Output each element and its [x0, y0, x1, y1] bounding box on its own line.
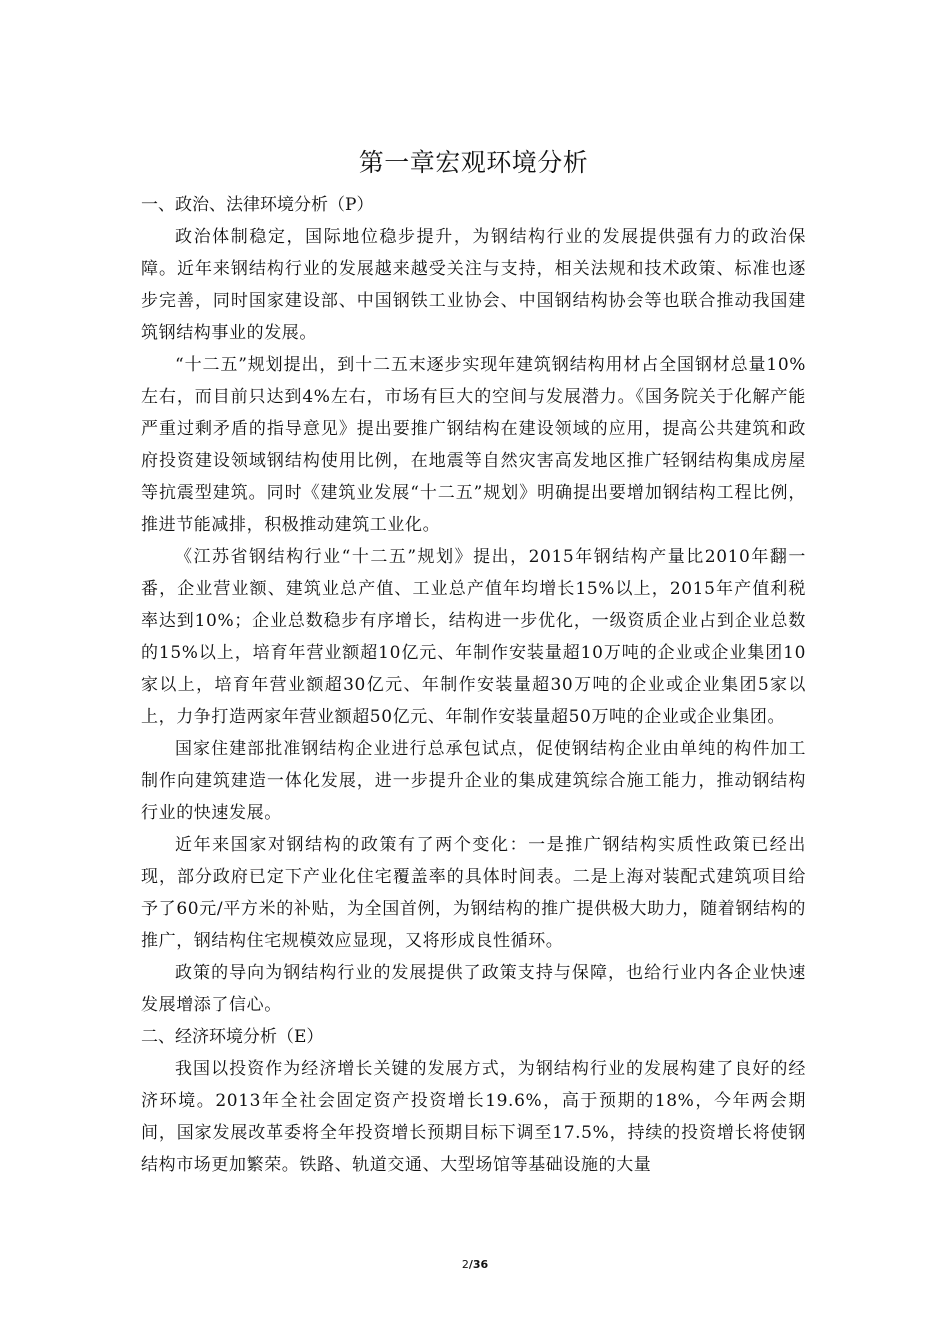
document-body: [141, 142, 806, 1181]
paragraph: 政策的导向为钢结构行业的发展提供了政策支持与保障，也给行业内各企业快速发展增添了信心。: [141, 963, 806, 1015]
paragraph: “十二五”规划提出，到十二五末逐步实现年建筑钢结构用材占全国钢材总量10%左右，而目前只达到4%左右，市场有巨大的空间与发展潜力。《国务院关于化解产能严重过剩矛盾的指导意见》提出要推广钢结构在建设领域的应用，提高公共建筑和政府投资建设领域钢结构使用比例，在地震等自然灾害高发地区推广轻钢结构集成房屋等抗震型建筑。同时《建筑业发展“十二五”规划》明确提出要增加钢结构工程比例，推进节能减排，积极推动建筑工业化。: [141, 355, 806, 535]
page-number-current: 2: [461, 1258, 469, 1271]
section-heading: 二、经济环境分析（E）: [141, 1027, 324, 1047]
paragraph: 《江苏省钢结构行业“十二五”规划》提出，2015年钢结构产量比2010年翻一番，企业营业额、建筑业总产值、工业总产值年均增长15%以上，2015年产值利税率达到10%；企业总数稳步有序增长，结构进一步优化，一级资质企业占到企业总数的15%以上，培育年营业额超10亿元、年制作安装量超10万吨的企业或企业集团10家以上，培育年营业额超30亿元、年制作安装量超30万吨的企业或企业集团5家以上，力争打造两家年营业额超50亿元、年制作安装量超50万吨的企业或企业集团。: [141, 547, 806, 727]
paragraph: 近年来国家对钢结构的政策有了两个变化：一是推广钢结构实质性政策已经出现，部分政府已定下产业化住宅覆盖率的具体时间表。二是上海对装配式建筑项目给予了60元/平方米的补贴，为全国首例，为钢结构的推广提供极大助力，随着钢结构的推广，钢结构住宅规模效应显现，又将形成良性循环。: [141, 835, 806, 951]
paragraph: 国家住建部批准钢结构企业进行总承包试点，促使钢结构企业由单纯的构件加工制作向建筑建造一体化发展，进一步提升企业的集成建筑综合施工能力，推动钢结构行业的快速发展。: [141, 739, 806, 823]
section-heading: 一、政治、法律环境分析（P）: [141, 195, 374, 215]
page-number: [0, 1258, 950, 1271]
page-number-total: /36: [468, 1258, 489, 1271]
chapter-title: 第一章宏观环境分析: [358, 148, 589, 177]
paragraph: 我国以投资作为经济增长关键的发展方式，为钢结构行业的发展构建了良好的经济环境。2013年全社会固定资产投资增长19.6%，高于预期的18%，今年两会期间，国家发展改革委将全年投资增长预期目标下调至17.5%，持续的投资增长将使钢结构市场更加繁荣。铁路、轨道交通、大型场馆等基础设施的大量: [141, 1059, 806, 1175]
paragraph: 政治体制稳定，国际地位稳步提升，为钢结构行业的发展提供强有力的政治保障。近年来钢结构行业的发展越来越受关注与支持，相关法规和技术政策、标准也逐步完善，同时国家建设部、中国钢铁工业协会、中国钢结构协会等也联合推动我国建筑钢结构事业的发展。: [141, 227, 806, 343]
